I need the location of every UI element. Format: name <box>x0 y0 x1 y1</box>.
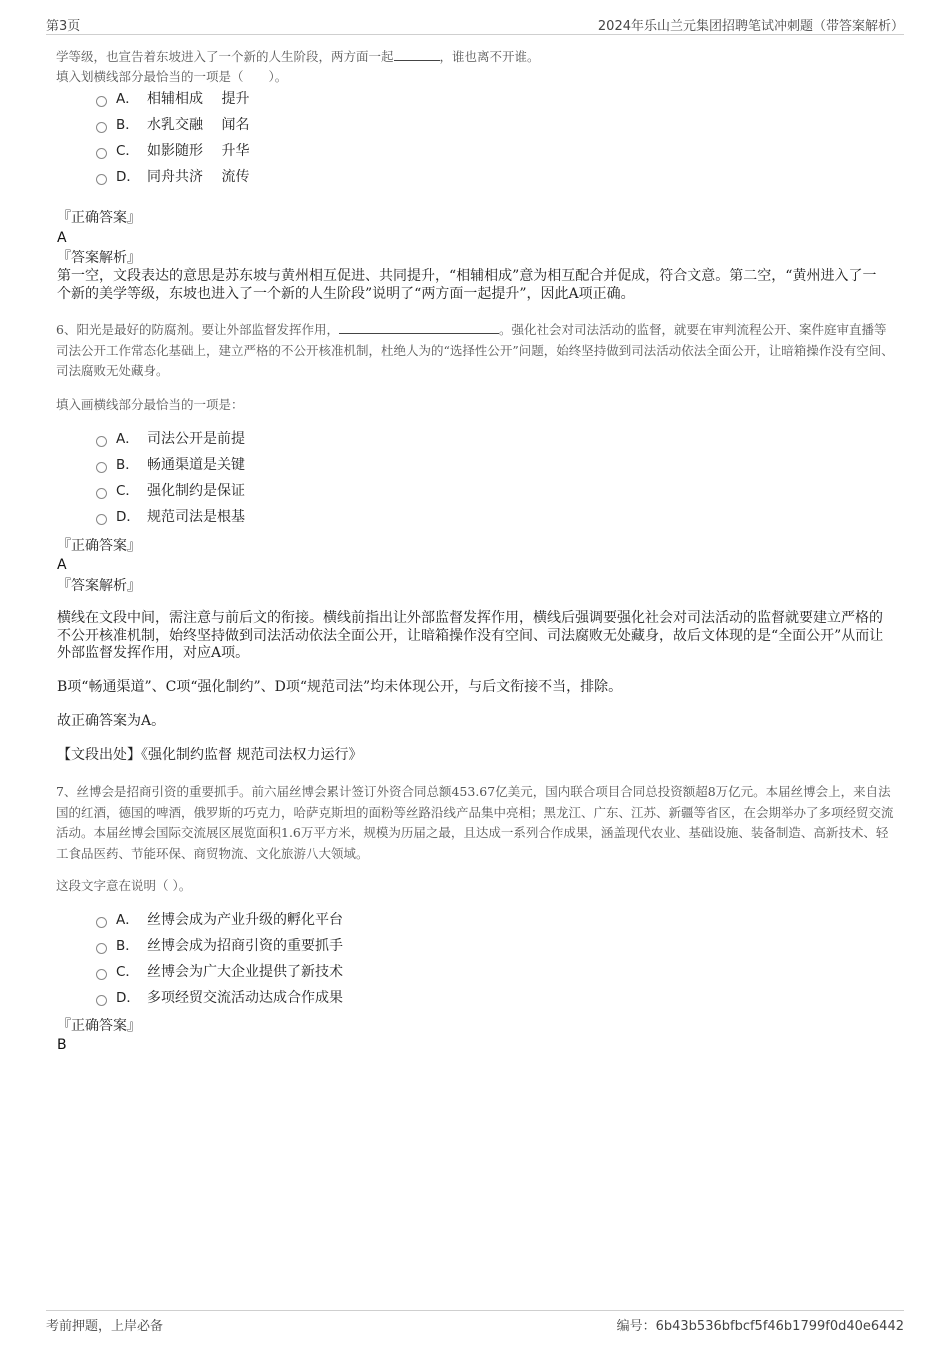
radio-icon[interactable] <box>96 174 107 185</box>
q6-stem: 6、阳光是最好的防腐剂。要让外部监督发挥作用， 。强化社会对司法活动的监督，就要在审判流程公开、案件庭审直播等司法公开工作常态化基础上，建立严格的不公开核准机制，杜绝人为的“选择性公开”问题，始终坚持做到司法活动依法全面公开，让暗箱操作没有空间、司法腐败无处藏身。 <box>56 322 894 378</box>
radio-icon[interactable] <box>96 488 107 499</box>
q5-option-b[interactable]: B． 水乳交融 闻名 <box>96 112 249 138</box>
page-header <box>46 14 904 35</box>
q5-answer-label: 『正确答案』 <box>57 210 141 226</box>
q5-option-d[interactable]: D． 同舟共济 流传 <box>96 164 249 190</box>
radio-icon[interactable] <box>96 436 107 447</box>
q7-option-b[interactable]: B． 丝博会成为招商引资的重要抓手 <box>96 933 343 959</box>
q7-option-c[interactable]: C． 丝博会为广大企业提供了新技术 <box>96 959 343 985</box>
footer-code: 编号：6b43b536bfbcf5f46b1799f0d40e6442 <box>616 1319 904 1334</box>
q6-answer-label: 『正确答案』 <box>57 538 141 554</box>
q6-options <box>96 426 245 530</box>
footer-slogan: 考前押题，上岸必备 <box>46 1319 164 1334</box>
q5-stem <box>56 47 896 87</box>
radio-icon[interactable] <box>96 969 107 980</box>
radio-icon[interactable] <box>96 514 107 525</box>
q6-analysis-p2: B项“畅通渠道”、C项“强化制约”、D项“规范司法”均未体现公开，与后文衔接不当，排除。 <box>57 679 623 695</box>
q6-option-a[interactable]: A． 司法公开是前提 <box>96 426 245 452</box>
q7-option-a[interactable]: A． 丝博会成为产业升级的孵化平台 <box>96 907 343 933</box>
q5-option-a[interactable]: A． 相辅相成 提升 <box>96 86 249 112</box>
q5-stem-line2: 填入划横线部分最恰当的一项是（ ）。 <box>56 69 288 84</box>
blank-line <box>339 320 499 334</box>
q7-option-d[interactable]: D． 多项经贸交流活动达成合作成果 <box>96 985 343 1011</box>
radio-icon[interactable] <box>96 148 107 159</box>
radio-icon[interactable] <box>96 943 107 954</box>
q6-answer: A <box>57 557 67 573</box>
radio-icon[interactable] <box>96 462 107 473</box>
radio-icon[interactable] <box>96 96 107 107</box>
q6-prompt: 填入画横线部分最恰当的一项是： <box>56 397 244 412</box>
q5-stem-line1: 学等级，也宣告着东坡进入了一个新的人生阶段，两方面一起 ，谁也离不开谁。 <box>56 49 540 64</box>
q7-answer: B <box>57 1037 67 1053</box>
q7-options <box>96 907 343 1011</box>
q5-answer: A <box>57 230 67 246</box>
q6-analysis-label: 『答案解析』 <box>57 578 141 594</box>
blank-line <box>394 47 440 61</box>
q5-analysis: 第一空，文段表达的意思是苏东坡与黄州相互促进、共同提升，“相辅相成”意为相互配合并促成，符合文意。第二空，“黄州进入了一个新的美学等级，东坡也进入了一个新的人生阶段”说明了“两方面一起提升”，因此A项正确。 <box>57 268 877 302</box>
radio-icon[interactable] <box>96 995 107 1006</box>
q5-option-c[interactable]: C． 如影随形 升华 <box>96 138 249 164</box>
q7-stem: 7、丝博会是招商引资的重要抓手。前六届丝博会累计签订外资合同总额453.67亿美元，国内联合项目合同总投资额超8万亿元。本届丝博会上，来自法国的红酒，德国的啤酒，俄罗斯的巧克力，哈萨克斯坦的面粉等丝路沿线产品集中亮相；黑龙江、广东、江苏、新疆等省区，在会期举办了多项经贸交流活动。本届丝博会国际交流展区展览面积1.6万平方米，规模为历届之最，且达成一系列合作成果，涵盖现代农业、基础设施、装备制造、高新技术、轻工食品医药、节能环保、商贸物流、文化旅游八大领域。 <box>56 784 894 861</box>
q6-option-b[interactable]: B． 畅通渠道是关键 <box>96 452 245 478</box>
document-title: 2024年乐山兰元集团招聘笔试冲刺题（带答案解析） <box>597 19 904 34</box>
q5-options <box>96 86 249 190</box>
page-number: 第3页 <box>46 19 81 34</box>
q6-analysis-p1: 横线在文段中间，需注意与前后文的衔接。横线前指出让外部监督发挥作用，横线后强调要强化社会对司法活动的监督就要建立严格的不公开核准机制，始终坚持做到司法活动依法全面公开，让暗箱操作没有空间、司法腐败无处藏身，故后文体现的是“全面公开”从而让外部监督发挥作用，对应A项。 <box>57 610 884 661</box>
radio-icon[interactable] <box>96 917 107 928</box>
q6-option-d[interactable]: D． 规范司法是根基 <box>96 504 245 530</box>
page-footer <box>46 1310 904 1337</box>
q7-prompt: 这段文字意在说明（ ）。 <box>56 878 192 893</box>
q5-analysis-label: 『答案解析』 <box>57 250 141 266</box>
q7-answer-label: 『正确答案』 <box>57 1018 141 1034</box>
radio-icon[interactable] <box>96 122 107 133</box>
q6-source: 【文段出处】《强化制约监督 规范司法权力运行》 <box>57 747 363 763</box>
q6-option-c[interactable]: C． 强化制约是保证 <box>96 478 245 504</box>
q6-analysis-p3: 故正确答案为A。 <box>57 713 166 729</box>
